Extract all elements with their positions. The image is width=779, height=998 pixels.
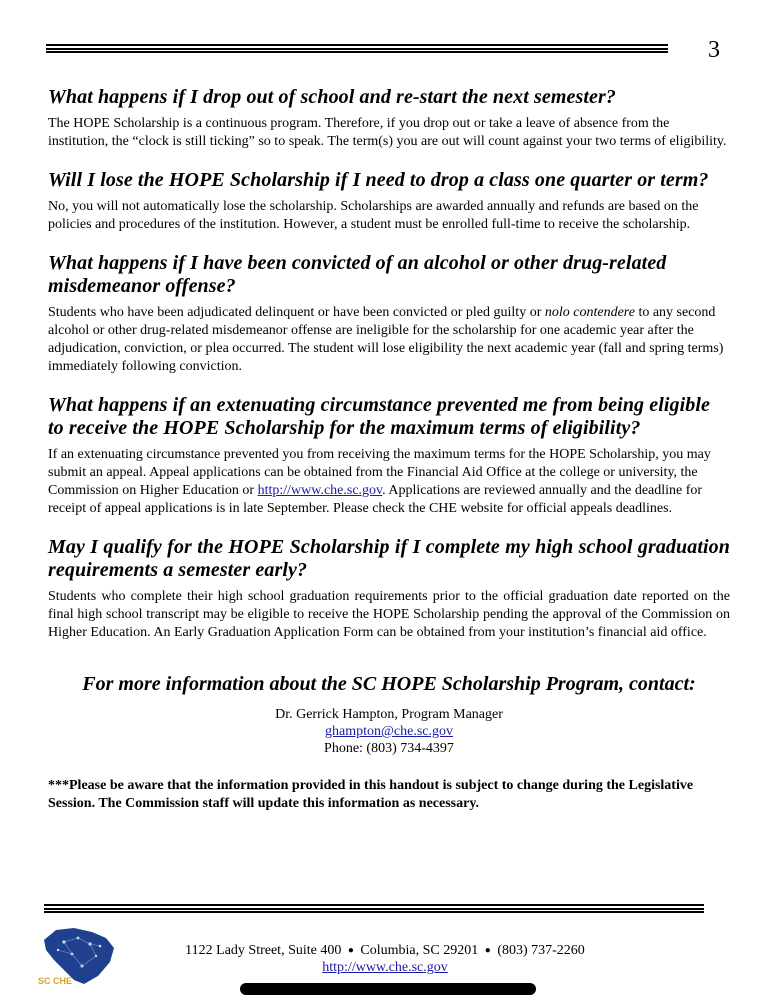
faq-answer-2: No, you will not automatically lose the scholarship. Scholarships are awarded annually and refunds are based on the policies and procedures of the institution. However, a student must be enrolled full-time to receive the scholarship. [48,199,699,232]
contact-heading: For more information about the SC HOPE Scholarship Program, contact: [82,673,696,695]
faq-answer-4-text: If an extenuating circumstance prevented you from receiving the maximum terms for the HOPE Scholarship, you may submit an appeal. Appeal applications can be obtained from the Financial Aid Office at the college or university, the Commission on Higher Education or [48,447,711,498]
footer-rule [44,904,704,913]
footer-address [150,942,620,959]
faq-answer-3-text: Students who have been adjudicated delinquent or have been convicted or pled guilty or [48,305,545,320]
faq-question-3: What happens if I have been convicted of an alcohol or other drug-related misdemeanor offense? [48,252,667,297]
header-rule [46,44,668,53]
contact-email-link[interactable]: ghampton@che.sc.gov [325,724,453,739]
faq-answer-1: The HOPE Scholarship is a continuous program. Therefore, if you drop out or take a leave of absence from the institution, the “clock is still ticking” so to speak. The term(s) you are out will count against your two terms of eligibility. [48,116,727,149]
footer-separator-1: ● [347,945,354,956]
contact-block [48,706,730,757]
faq-answer-3-text-end: to any second alcohol or other drug-related misdemeanor offense are ineligible for the scholarship for one academic year after the adjudication, conviction, or plea occurred. The student will lose eligibility the next academic year (fall and spring terms) immediately following conviction. [48,305,724,374]
sc-che-logo [34,922,126,992]
che-website-link[interactable]: http://www.che.sc.gov [257,483,383,498]
faq-answer-5: Students who complete their high school graduation requirements prior to the official graduation date reported on the final high school transcript may be eligible to receive the HOPE Scholarship pending the approval of the Commission on Higher Education. An Early Graduation Application Form can be obtained from your institution’s financial aid office. [48,589,730,640]
home-indicator-bar[interactable] [240,983,536,995]
footer-separator-2: ● [484,945,491,956]
footer-phone: (803) 737-2260 [497,943,585,958]
contact-name: Dr. Gerrick Hampton, Program Manager [275,707,503,722]
footer [150,942,620,976]
faq-answer-3 [48,304,730,376]
footer-street: 1122 Lady Street, Suite 400 [185,943,342,958]
faq-content [48,86,730,813]
faq-question-1: What happens if I drop out of school and re-start the next semester? [48,86,616,108]
faq-answer-3-latin-term: nolo contendere [544,305,635,320]
faq-question-4: What happens if an extenuating circumstance prevented me from being eligible to receive the HOPE Scholarship for the maximum terms of eligibility? [48,394,711,439]
footer-website-link[interactable]: http://www.che.sc.gov [322,960,448,975]
faq-answer-4-text-end: . Applications are reviewed annually and the deadline for receipt of appeal applications is in late September. Please check the CHE website for official appeals deadlines. [48,483,703,516]
faq-question-2: Will I lose the HOPE Scholarship if I need to drop a class one quarter or term? [48,169,709,191]
contact-phone: Phone: (803) 734-4397 [324,741,454,756]
page-number: 3 [708,37,720,63]
logo-text: SC CHE [38,976,73,986]
disclaimer: ***Please be aware that the information provided in this handout is subject to change during the Legislative Session. The Commission staff will update this information as necessary. [48,778,694,811]
faq-question-5: May I qualify for the HOPE Scholarship if I complete my high school graduation requirements a semester early? [48,536,730,581]
faq-answer-4 [48,446,730,518]
footer-city: Columbia, SC 29201 [360,943,479,958]
